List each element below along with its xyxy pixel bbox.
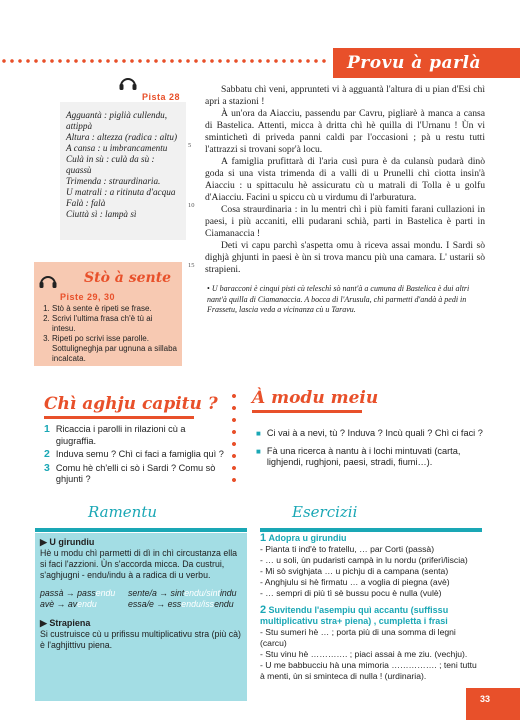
exercise-item: - Mi sò svighjata … u pichju di a campana (senta) <box>260 566 449 576</box>
esercizii-box <box>260 533 482 682</box>
vertical-dotted-divider <box>231 390 237 490</box>
glossary-item: U matrali : a ritinuta d'acqua <box>66 187 176 197</box>
esercizii-title: Esercizii <box>292 503 358 521</box>
ramentu-box <box>35 533 247 701</box>
line-number: 5 <box>188 142 192 149</box>
footnote <box>207 284 487 316</box>
bullet-icon: • <box>207 284 212 293</box>
a-modu-meiu-title: À modu meiu <box>252 388 379 408</box>
top-dotted-border <box>0 58 330 64</box>
list-item: 1 Ricaccia i parolli in rilazioni cù a giugraffia. <box>44 423 186 446</box>
list-item: 1. Stò à sente è ripeti se frase. <box>52 304 178 314</box>
glossary-item: Trimenda : straurdinaria. <box>66 176 161 186</box>
list-item: ■ Fà una ricerca à nantu à i lochi mintuvati (carta, lighjendi, rughjoni, paesi, stradi, fiumi…). <box>256 445 461 467</box>
list-item: 3 Comu hè ch'elli ci sò i Sardi ? Comu sò ghjunti ? <box>44 461 216 484</box>
girundiu-example-row: avè → avendu essa/e → essendu/issendu <box>40 599 234 609</box>
main-paragraph: Deti vi capu parchì s'aspetta omu à riceva assai mondu. I Sardi sò dighjà ghjunti in paesi è ùn si trova mancu più una camara. L' ustarii sò strapieni. <box>205 240 485 275</box>
glossary-item: Ciuttà sì : lampà sì <box>66 209 137 219</box>
exercise-item: - U me babbucciu hà una mimoria ……………. ; teni tuttu à menti, ùn si sminteca di nulla ! (urdinaria). <box>260 660 477 681</box>
chi-aghju-title: Chì aghju capitu ? <box>44 394 218 414</box>
piste-29-30-label: Piste 29, 30 <box>60 292 116 302</box>
line-number: 15 <box>188 262 195 269</box>
header-banner: Provu à parlà <box>333 48 520 78</box>
title-underline <box>252 410 362 413</box>
girundiu-text: Hè u modu chì parmetti di dì in chì circustanza ella si faci l'azzioni. Ùn s'accorda micca. Da custrui, s'aghjugni - endu/indu à a radica di u verbu. <box>40 548 238 580</box>
glossary-box <box>60 102 186 240</box>
sto-a-sente-box <box>34 262 182 366</box>
exercise-1-heading: 1 Adopra u girundiu <box>260 532 347 544</box>
strapiena-heading: ▶ Strapiena <box>40 618 91 628</box>
main-paragraph: À un'ora da Aiacciu, passendu par Cavru, pigliarè à manca a cansa di Bastelica. Attenti, micca à dritta chì hè quilla di l'Urnanu ! Ùn vi smintichetì di priveda panni caldi par l'occasioni ; pà u restu tutti l'attrazzi si trovani sopr'à locu. <box>205 108 485 155</box>
exercise-item: - Stu vinu hè …………. ; piaci assai à me ziu. (vechju). <box>260 649 468 659</box>
sto-a-sente-list <box>38 304 178 364</box>
line-number: 10 <box>188 202 195 209</box>
square-bullet-icon: ■ <box>256 429 261 438</box>
ramentu-bar <box>35 528 247 532</box>
main-text <box>205 84 485 276</box>
list-item: 3. Ripeti po scrivi isse parolle. Sottuligneghja par ugnuna a sillaba incalcata. <box>52 334 178 364</box>
girundiu-example-row: passà → passendu sente/a → sintendu/sintindu <box>40 588 237 598</box>
chi-aghju-list <box>44 424 224 486</box>
exercise-item: - … u soli, ùn pudaristi campà in lu nordu (priferì/liscia) <box>260 555 468 565</box>
glossary-item: Falà : falà <box>66 198 106 208</box>
list-item: 2 Induva semu ? Chì ci faci a famiglia quì ? <box>44 448 224 460</box>
glossary-item: Altura : altezza (radica : altu) <box>66 132 178 142</box>
glossary-item: Agguantà : piglià cullendu, attippà <box>66 110 168 131</box>
headphones-icon <box>38 272 58 295</box>
exercise-item: - Pianta ti ind'è to fratellu, … par Corti (passà) <box>260 544 435 554</box>
list-item: ■ Ci vai à a nevi, tù ? Induva ? Incù quali ? Chì ci faci ? <box>256 428 483 438</box>
strapiena-text: Si custruisce cù u prifissu multiplicativu stra (più cà) è l'aghjittivu piena. <box>40 629 241 650</box>
page-number: 33 <box>466 688 520 720</box>
exercise-item: - … sempri di più tì sè bussu pocu è nulla (vulè) <box>260 588 442 598</box>
main-paragraph: Cosa straurdinaria : in lu mentri chì i più famiti farani cullazioni in paesi, i più accaniti, elli pudarani schià, parti in Bastelica è parti in Ciamanaccia ! <box>205 204 485 239</box>
a-modu-meiu-list <box>256 428 486 469</box>
headphones-icon <box>118 74 138 97</box>
title-underline <box>44 416 194 419</box>
girundiu-heading: ▶ U girundiu <box>40 537 95 547</box>
exercise-item: - Anghjulu si hè firmatu … a voglia di piegna (avè) <box>260 577 450 587</box>
list-item: 2. Scrivi l'ultima frasa ch'è tù ai intesu. <box>52 314 178 334</box>
exercise-2-heading: 2 Suvitendu l'asempiu quì accantu (suffissu multiplicativu stra+ piena) , cumpletta i frasi <box>260 604 449 626</box>
exercise-item: - Stu sumeri hè … ; porta più di una somma di legni (carcu) <box>260 627 456 648</box>
square-bullet-icon: ■ <box>256 446 261 456</box>
main-paragraph: A famiglia prufittarà di l'aria cusì pura è da culansù pudarà dinò goda si una vista trimenda di a valli di u Prunelli chì ciotta insin'à Aiacciu : u spittaculu hè assicuratu cù u matrali di Tolla è u golfu d'Aiacciu. Facini u spiccu cù u virdumu di l'arburatura. <box>205 156 485 203</box>
sto-a-sente-title: Stò à sente <box>84 270 172 286</box>
main-paragraph: Sabbatu chì veni, apprunteti vi à agguantà l'altura di u pian d'Esi chì apri a stazioni ! <box>205 84 485 107</box>
glossary-item: Culà in sù : culà da sù : quassù <box>66 154 155 175</box>
glossary-item: A cansa : u imbrancamentu <box>66 143 168 153</box>
pista-28-label: Pista 28 <box>142 92 181 102</box>
ramentu-title: Ramentu <box>88 503 158 521</box>
esercizii-bar <box>260 528 482 532</box>
footnote-text: U baracconi è cinqui pisti cù teleschì sò nant'à a cumuna di Bastelica è dui altri nant'à quilla di Ciamanaccia. A bocca di l'Arusula, chì parmetti d'andà à pedi in Frassetu, lascia veda a vicinanza cù u Taravu. <box>207 284 470 314</box>
